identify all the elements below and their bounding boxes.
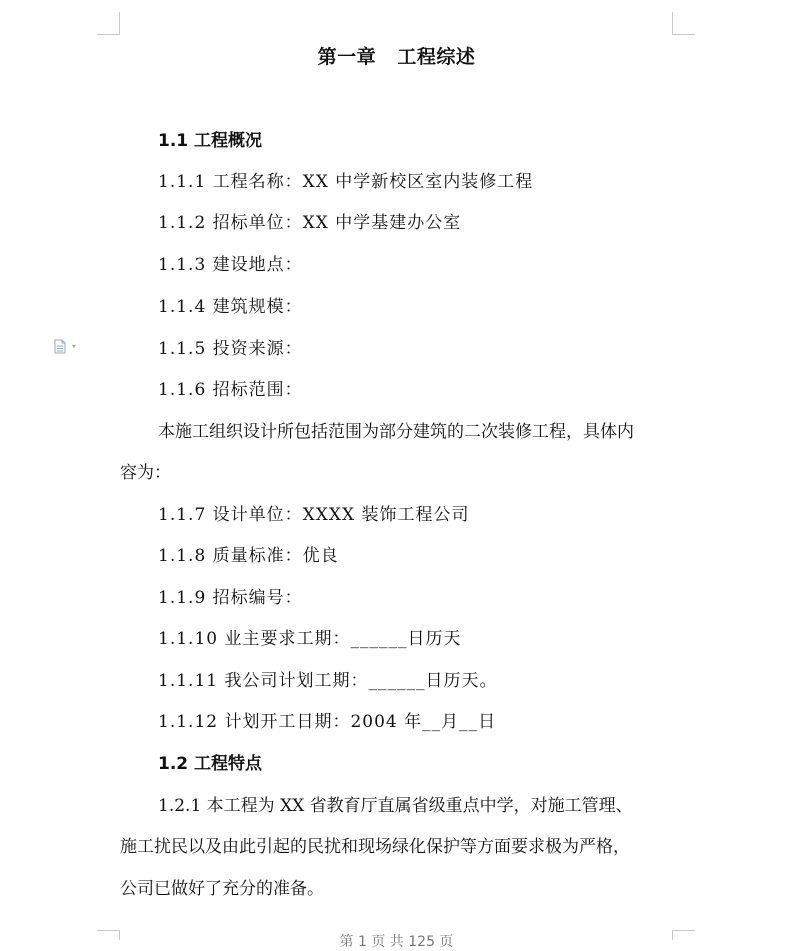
page-number-footer: 第 1 页 共 125 页 [339, 934, 454, 950]
item-1-1-1: 1.1.1 工程名称：XX 中学新校区室内装修工程 [158, 172, 534, 192]
paragraph-1-2-1-line: 1.2.1 本工程为 XX 省教育厅直属省级重点中学，对施工管理、 [158, 796, 633, 816]
item-1-1-8: 1.1.8 质量标准：优良 [158, 546, 339, 566]
item-1-1-6: 1.1.6 招标范围： [158, 380, 303, 400]
scope-paragraph-line: 本施工组织设计所包括范围为部分建筑的二次装修工程，具体内 [158, 422, 634, 442]
item-1-1-4: 1.1.4 建筑规模： [158, 297, 303, 317]
item-1-1-11: 1.1.11 我公司计划工期：______日历天。 [158, 671, 498, 691]
item-1-1-9: 1.1.9 招标编号： [158, 588, 303, 608]
item-1-1-12: 1.1.12 计划开工日期：2004 年__月__日 [158, 712, 497, 732]
scope-paragraph-line: 容为： [120, 463, 171, 483]
section-heading-1-2: 1.2 工程特点 [158, 754, 263, 774]
item-1-1-2: 1.1.2 招标单位：XX 中学基建办公室 [158, 213, 462, 233]
item-1-1-3: 1.1.3 建设地点： [158, 255, 303, 275]
document-options-icon[interactable] [54, 339, 80, 355]
item-1-1-7: 1.1.7 设计单位：XXXX 装饰工程公司 [158, 505, 470, 525]
item-1-1-5: 1.1.5 投资来源： [158, 339, 303, 359]
item-1-1-10: 1.1.10 业主要求工期：______日历天 [158, 629, 462, 649]
page-corner-mark [97, 12, 120, 35]
chapter-title: 第一章 工程综述 [317, 46, 476, 68]
page-corner-mark [672, 12, 695, 35]
paragraph-1-2-1-line: 公司已做好了充分的准备。 [120, 879, 324, 899]
section-heading-1-1: 1.1 工程概况 [158, 131, 263, 151]
paragraph-1-2-1-line: 施工扰民以及由此引起的民扰和现场绿化保护等方面要求极为严格， [120, 837, 630, 857]
